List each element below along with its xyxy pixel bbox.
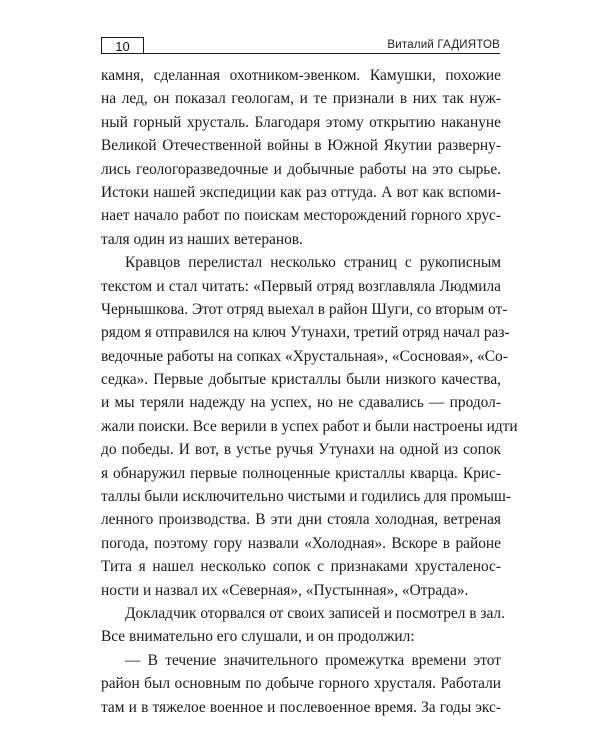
text-line: Все внимательно его слушали, и он продолжил: [101,628,415,646]
text-line: ведочные работы на сопках «Хрустальная», «Сосновая», «Со- [101,347,508,365]
text-line: седка». Первые добытые кристаллы были низкого качества, [101,371,501,389]
text-line: Чернышкова. Этот отряд выехал в район Шуги, со вторым от- [101,300,508,318]
header-rule [101,53,500,54]
body-text [101,64,518,719]
text-line: ности и назвал их «Северная», «Пустынная», «Отрада». [101,581,469,599]
text-line: и мы теряли надежду на успех, но не сдавались — продол- [101,394,501,412]
text-line: ный горный хрусталь. Благодаря этому открытию накануне [101,113,501,131]
text-line: лись геологоразведочные и добычные работы на это сырье. [101,160,501,178]
text-line: жали поиски. Все верили в успех работ и были настроены идти [101,417,518,435]
text-line: текстом и стал читать: «Первый отряд возглавляла Людмила [101,277,501,295]
page-number: 10 [101,37,144,54]
text-line: рядом я отправился на ключ Утунахи, третий отряд начал раз- [101,324,510,342]
text-line: таллы были исключительно чистыми и годились для промыш- [101,488,511,506]
text-line: нает начало работ по поискам месторождений горного хрус- [101,207,501,225]
text-line: Истоки нашей экспедиции как раз оттуда. А вот как вспоми- [101,183,501,201]
text-line: Великой Отечественной войны в Южной Якутии разверну- [101,137,501,155]
text-line: район был основным по добыче горного хрусталя. Работали [101,675,501,693]
text-line: там и в тяжелое военное и послевоенное время. За годы экс- [101,698,501,716]
text-line: Тита я нашел несколько сопок с признаками хрусталенос- [101,558,501,576]
text-line: — В течение значительного промежутка времени этот [125,651,501,669]
text-line: Докладчик оторвался от своих записей и посмотрел в зал. [125,604,505,622]
text-line: на лед, он показал геологам, и те признали в них так нуж- [101,90,501,108]
text-line: до победы. И вот, в устье ручья Утунахи на одной из сопок [101,441,501,459]
text-line: погода, поэтому гору назвали «Холодная». Вскоре в районе [101,534,501,552]
running-head-author: Виталий ГАДИЯТОВ [387,39,500,51]
text-line: таля один из наших ветеранов. [101,230,303,248]
text-line: ленного производства. В эти дни стояла холодная, ветреная [101,511,501,529]
text-line: камня, сделанная охотником-эвенком. Камушки, похожие [101,67,501,84]
text-line: Кравцов перелистал несколько страниц с рукописным [125,254,501,272]
text-line: я обнаружил первые полноценные кристаллы кварца. Крис- [101,464,501,482]
